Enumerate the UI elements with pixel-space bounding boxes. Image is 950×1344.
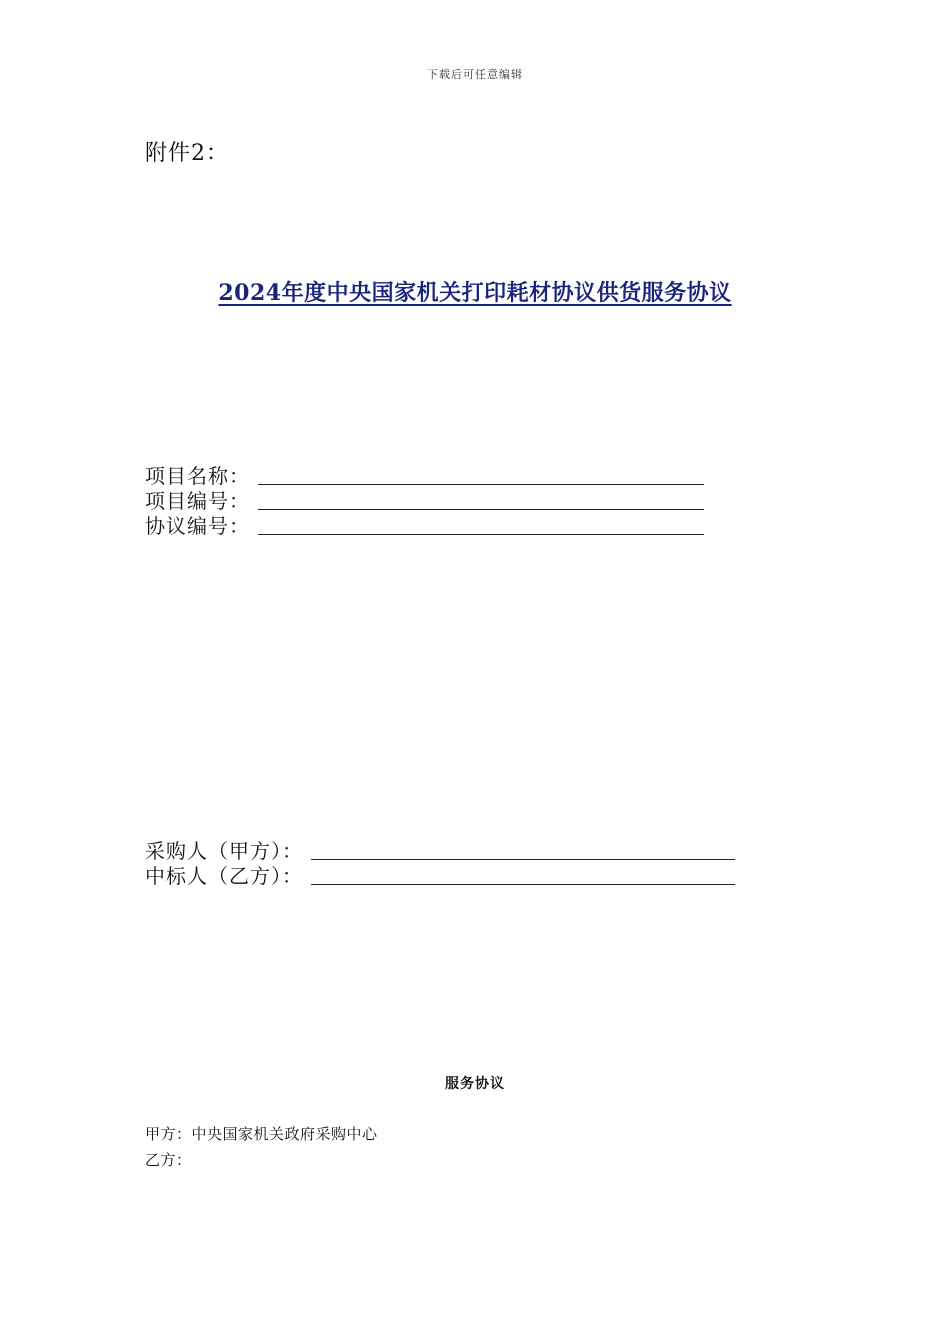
winning-bidder-blank[interactable] [311, 866, 735, 885]
attachment-label: 附件2： [145, 141, 229, 166]
agreement-number-blank[interactable] [258, 516, 704, 535]
project-name-label: 项目名称： [145, 464, 250, 488]
winning-bidder-label: 中标人（乙方）： [145, 864, 303, 888]
agreement-number-label: 协议编号： [145, 514, 250, 538]
winning-bidder-row [145, 864, 735, 889]
purchaser-blank[interactable] [311, 841, 735, 860]
project-number-blank[interactable] [258, 491, 704, 510]
party-info-fields [145, 839, 735, 889]
service-agreement-heading: 服务协议 [445, 1076, 505, 1092]
page-header-note: 下载后可任意编辑 [427, 68, 523, 81]
project-number-label: 项目编号： [145, 489, 250, 513]
document-title: 2024年度中央国家机关打印耗材协议供货服务协议 [218, 280, 732, 306]
project-name-blank[interactable] [258, 466, 704, 485]
party-a-line: 甲方：中央国家机关政府采购中心 [145, 1125, 378, 1143]
agreement-number-row [145, 514, 704, 539]
party-b-line: 乙方： [145, 1151, 192, 1169]
project-info-fields [145, 464, 704, 539]
purchaser-label: 采购人（甲方）： [145, 839, 303, 863]
